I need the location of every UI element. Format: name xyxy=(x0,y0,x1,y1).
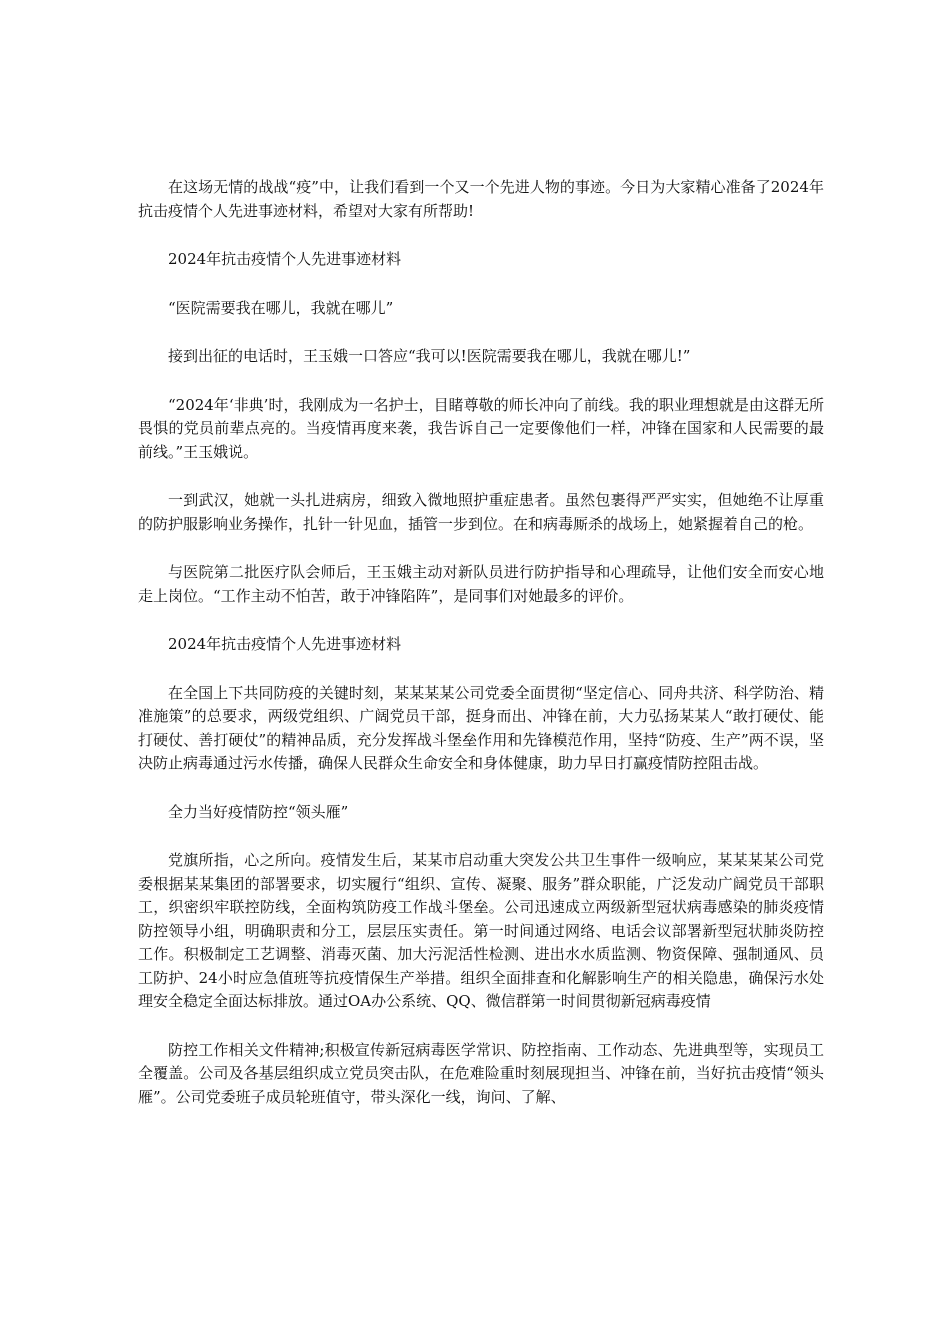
subheading: “医院需要我在哪儿，我就在哪儿” xyxy=(168,298,394,317)
body-paragraph: 接到出征的电话时，王玉娥一口答应“我可以!医院需要我在哪儿，我就在哪儿!” xyxy=(168,347,691,365)
body-paragraph: 一到武汉，她就一头扎进病房，细致入微地照护重症患者。虽然包裹得严严实实，但她绝不让厚重的防护服影响业务操作，扎针一针见血，插管一步到位。在和病毒厮杀的战场上，她紧握着自己的枪。 xyxy=(138,491,824,533)
body-paragraph: 防控工作相关文件精神;积极宣传新冠病毒医学常识、防控指南、工作动态、先进典型等，实现员工全覆盖。公司及各基层组织成立党员突击队，在危难险重时刻展现担当、冲锋在前，当好抗击疫情“领头雁”。公司党委班子成员轮班值守，带头深化一线，询问、了解、 xyxy=(138,1040,824,1106)
subheading: 全力当好疫情防控“领头雁” xyxy=(168,802,349,821)
section-heading: 2024年抗击疫情个人先进事迹材料 xyxy=(168,635,402,653)
body-paragraph: 与医院第二批医疗队会师后，王玉娥主动对新队员进行防护指导和心理疏导，让他们安全而安心地走上岗位。“工作主动不怕苦，敢于冲锋陷阵”，是同事们对她最多的评价。 xyxy=(138,563,824,605)
body-paragraph: 党旗所指，心之所向。疫情发生后，某某市启动重大突发公共卫生事件一级响应，某某某某公司党委根据某某集团的部署要求，切实履行“组织、宣传、凝聚、服务”群众职能，广泛发动广阔党员干部职工，织密织牢联控防线，全面构筑防疫工作战斗堡垒。公司迅速成立两级新型冠状病毒感染的肺炎疫情防控领导小组，明确职责和分工，层层压实责任。第一时间通过网络、电话会议部署新型冠状肺炎防控工作。积极制定工艺调整、消毒灭菌、加大污泥活性检测、进出水水质监测、物资保障、强制通风、员工防护、24小时应急值班等抗疫情保生产举措。组织全面排查和化解影响生产的相关隐患，确保污水处理安全稳定全面达标排放。通过OA办公系统、QQ、微信群第一时间贯彻新冠病毒疫情 xyxy=(138,851,824,1010)
body-paragraph: 在全国上下共同防疫的关键时刻，某某某某公司党委全面贯彻“坚定信心、同舟共济、科学防治、精准施策”的总要求，两级党组织、广阔党员干部，挺身而出、冲锋在前，大力弘扬某某人“敢打硬仗、能打硬仗、善打硬仗”的精神品质，充分发挥战斗堡垒作用和先锋模范作用，坚持“防疫、生产”两不误，坚决防止病毒通过污水传播，确保人民群众生命安全和身体健康，助力早日打赢疫情防控阻击战。 xyxy=(138,683,824,772)
body-paragraph: “2024年‘非典’时，我刚成为一名护士，目睹尊敬的师长冲向了前线。我的职业理想就是由这群无所畏惧的党员前辈点亮的。当疫情再度来袭，我告诉自己一定要像他们一样，冲锋在国家和人民需要的最前线。”王玉娥说。 xyxy=(138,395,824,461)
document-body xyxy=(138,176,824,1134)
intro-paragraph: 在这场无情的战战“疫”中，让我们看到一个又一个先进人物的事迹。今日为大家精心准备了2024年抗击疫情个人先进事迹材料，希望对大家有所帮助! xyxy=(138,178,824,220)
section-heading: 2024年抗击疫情个人先进事迹材料 xyxy=(168,250,402,268)
